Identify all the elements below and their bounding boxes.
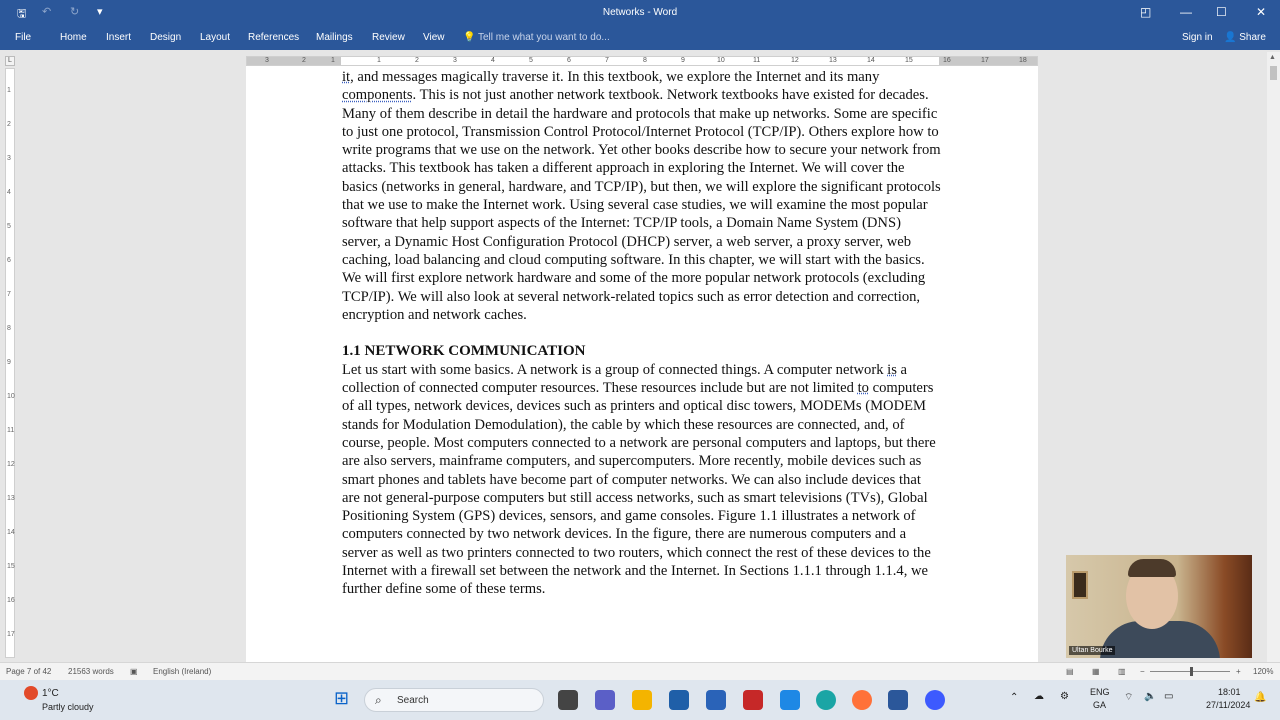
web-layout-icon[interactable]: ▥	[1118, 667, 1126, 676]
word-icon[interactable]	[888, 690, 908, 710]
security-icon[interactable]	[743, 690, 763, 710]
wall-picture	[1072, 571, 1088, 599]
maximize-button[interactable]: ☐	[1216, 5, 1227, 19]
print-layout-icon[interactable]: ▦	[1092, 667, 1100, 676]
para-text-mid: a collection of connected computer resources. These resources include but are not limited	[342, 361, 908, 397]
ribbon-tabs	[0, 26, 1280, 50]
minimize-button[interactable]: —	[1180, 5, 1192, 19]
language-top[interactable]: ENG	[1090, 687, 1110, 697]
customize-icon[interactable]: ▾	[97, 6, 103, 18]
teams-icon[interactable]	[595, 690, 615, 710]
vruler-tick: 12	[7, 461, 15, 468]
status-bar	[0, 662, 1280, 680]
spellcheck-word: it	[342, 69, 351, 85]
vruler-tick: 4	[7, 189, 11, 196]
search-box[interactable]	[364, 688, 544, 712]
tab-mailings[interactable]: Mailings	[316, 32, 353, 43]
tab-layout[interactable]: Layout	[200, 32, 231, 43]
ruler-tick: 13	[829, 57, 837, 64]
app-icon[interactable]	[706, 690, 726, 710]
tell-me-box[interactable]: Tell me what you want to do...	[478, 32, 610, 43]
word-count[interactable]: 21563 words	[68, 667, 114, 676]
weather-icon[interactable]	[24, 686, 38, 700]
ruler-tick: 7	[605, 57, 609, 64]
tab-selector[interactable]: L	[5, 56, 15, 66]
onedrive-icon[interactable]: ☁	[1034, 691, 1044, 702]
ruler-tick: 1	[331, 57, 335, 64]
ruler-tick: 2	[302, 57, 306, 64]
volume-icon[interactable]: 🔈	[1144, 691, 1157, 702]
grammar-flag-word: components	[342, 87, 413, 104]
zoom-out-icon[interactable]: −	[1140, 667, 1145, 676]
search-icon: ⌕	[375, 693, 382, 707]
vruler-tick: 1	[7, 87, 11, 94]
zoom-level[interactable]: 120%	[1253, 667, 1274, 676]
vruler-tick: 2	[7, 121, 11, 128]
vruler-tick: 17	[7, 631, 15, 638]
ribbon-display-icon[interactable]: ◰	[1140, 5, 1152, 19]
vruler-tick: 3	[7, 155, 11, 162]
vruler-tick: 6	[7, 257, 11, 264]
firefox-icon[interactable]	[852, 690, 872, 710]
ruler-tick: 12	[791, 57, 799, 64]
clock-date[interactable]: 27/11/2024	[1206, 700, 1251, 710]
intro-text-line1: , and messages magically traverse it. In this textbook, we explore the Internet and its many	[350, 69, 880, 85]
ruler-tick: 3	[453, 57, 457, 64]
vruler-tick: 9	[7, 359, 11, 366]
zoom-icon[interactable]	[925, 690, 945, 710]
weather-temp[interactable]: 1°C	[42, 688, 59, 699]
zoom-slider-thumb[interactable]	[1190, 667, 1193, 676]
ruler-tick: 6	[567, 57, 571, 64]
person-icon: 👤	[1224, 32, 1237, 43]
ruler-tick: 14	[867, 57, 875, 64]
share-button[interactable]	[1224, 32, 1266, 43]
vruler-tick: 8	[7, 325, 11, 332]
horizontal-ruler[interactable]	[246, 56, 1038, 66]
vruler-tick: 5	[7, 223, 11, 230]
notification-icon[interactable]: 🔔	[1254, 692, 1267, 703]
vruler-tick: 14	[7, 529, 15, 536]
battery-icon[interactable]: ▭	[1164, 691, 1174, 702]
section-heading[interactable]: 1.1 NETWORK COMMUNICATION	[342, 343, 586, 360]
share-label: Share	[1239, 32, 1266, 43]
app-tray-icon[interactable]: ⚙	[1060, 691, 1069, 702]
ruler-tick: 11	[753, 57, 761, 64]
undo-icon[interactable]: ↶	[42, 6, 52, 18]
vruler-tick: 13	[7, 495, 15, 502]
para-text-rest: computers of all types, network devices, devices such as printers and optical disc towers, MODEMs (MODEM stands for Modulation Demodulation), the cable by which these resources are connected, and, of course, people. Most computers connected to a network are personal computers and laptops, but there are also servers, mainframe computers, and supercomputers. More recently, mobile devices such as smart phones and tablets have become part of computer networks. We can also include devices that are not general-purpose computers but still access networks, such as smart televisions (TVs), Global Positioning System (GPS) devices, sensors, and game consoles. Figure 1.1 illustrates a network of computers connected by two network devices. In the figure, there are numerous computers and a server as well as two printers connected to two routers, which connect the rest of these devices to the Internet with a firewall set between the network and the Internet. In Sections 1.1.1 through 1.1.4, we further define some of these terms.	[342, 380, 936, 598]
presenter-name: Ultan Bourke	[1069, 646, 1115, 655]
body-paragraph[interactable]	[342, 361, 942, 599]
store-icon[interactable]	[669, 690, 689, 710]
weather-desc[interactable]: Partly cloudy	[42, 702, 94, 712]
vertical-scrollbar[interactable]	[1267, 52, 1280, 662]
vruler-tick: 7	[7, 291, 11, 298]
language-indicator[interactable]: English (Ireland)	[153, 667, 212, 676]
lightbulb-icon: 💡	[463, 32, 476, 43]
intro-paragraph[interactable]	[342, 68, 942, 324]
tab-references[interactable]: References	[248, 32, 300, 43]
language-bottom[interactable]: GA	[1093, 700, 1107, 710]
vruler-tick: 15	[7, 563, 15, 570]
edge-icon[interactable]	[816, 690, 836, 710]
scroll-up-icon[interactable]: ▲	[1269, 54, 1276, 61]
ruler-tick: 4	[491, 57, 495, 64]
scroll-thumb[interactable]	[1270, 66, 1277, 80]
tab-file[interactable]: File	[15, 32, 32, 43]
page-count[interactable]: Page 7 of 42	[6, 667, 52, 676]
tab-home[interactable]: Home	[60, 32, 87, 43]
close-button[interactable]: ✕	[1256, 5, 1267, 19]
photos-icon[interactable]	[780, 690, 800, 710]
save-icon[interactable]: 🖫	[17, 8, 27, 20]
ruler-tick: 9	[681, 57, 685, 64]
taskbar	[0, 680, 1280, 720]
read-mode-icon[interactable]: ▤	[1066, 667, 1074, 676]
ruler-tick: 15	[905, 57, 913, 64]
tab-design[interactable]: Design	[150, 32, 182, 43]
chevron-up-icon[interactable]: ⌃	[1010, 692, 1019, 703]
file-explorer-icon[interactable]	[632, 690, 652, 710]
ruler-tick: 8	[643, 57, 647, 64]
search-label: Search	[397, 695, 429, 706]
vruler-tick: 16	[7, 597, 15, 604]
start-icon[interactable]: ⊞	[334, 688, 350, 708]
vertical-ruler[interactable]	[5, 68, 15, 658]
redo-icon[interactable]: ↻	[70, 6, 80, 18]
proofing-icon[interactable]: ▣	[130, 667, 138, 676]
document-body[interactable]	[342, 68, 942, 599]
ruler-left-margin	[247, 57, 341, 65]
ruler-tick: 10	[717, 57, 725, 64]
intro-text: . This is not just another network textbook. Network textbooks have existed for decades. Many of them describe in detail the hardware and protocols that make up networks. Some are specific to just one protocol, Transmission Control Protocol/Internet Protocol (TCP/IP). Others explore how to write programs that we use on the network. Yet other books describe how to secure your network from attacks. This textbook has taken a different approach in exploring the Internet. We will cover the basics (networks in general, hardware, and TCP/IP), but then, we will explore the significant protocols that we use to make the Internet work. Using several case studies, we will examine the most popular software that help support aspects of the Internet: TCP/IP tools, a Domain Name System (DNS) server, a Dynamic Host Configuration Protocol (DHCP) server, a web server, a proxy server, web caching, load balancing and cloud computing software. In this chapter, we will start with the basics. We will first explore network hardware and some of the more popular network protocols (excluding TCP/IP). We will also look at several network-related topics such as error detection and correction, encryption and network caches.	[342, 87, 941, 323]
clock-time[interactable]: 18:01	[1218, 687, 1241, 697]
title-bar	[0, 0, 1280, 26]
ruler-tick: 17	[981, 57, 989, 64]
window-title: Networks - Word	[602, 7, 678, 18]
vruler-tick: 10	[7, 393, 15, 400]
wifi-icon[interactable]: ⌔	[1124, 692, 1134, 703]
task-view-icon[interactable]	[558, 690, 578, 710]
grammar-flag-word: to	[857, 380, 869, 397]
ruler-tick: 16	[943, 57, 951, 64]
ruler-tick: 5	[529, 57, 533, 64]
sign-in-link[interactable]: Sign in	[1182, 32, 1213, 43]
webcam-overlay	[1066, 555, 1252, 658]
ruler-tick: 1	[377, 57, 381, 64]
ruler-tick: 2	[415, 57, 419, 64]
presenter-hair	[1128, 559, 1176, 577]
ruler-tick: 18	[1019, 57, 1027, 64]
vruler-tick: 11	[7, 427, 15, 434]
tab-insert[interactable]: Insert	[106, 32, 132, 43]
zoom-in-icon[interactable]: +	[1236, 667, 1241, 676]
tab-review[interactable]: Review	[372, 32, 405, 43]
ruler-tick: 3	[265, 57, 269, 64]
para-text-start: Let us start with some basics. A network is a group of connected things. A computer network	[342, 361, 888, 378]
grammar-flag-word: is	[887, 361, 897, 378]
document-page[interactable]	[246, 66, 1038, 662]
tab-view[interactable]: View	[423, 32, 445, 43]
